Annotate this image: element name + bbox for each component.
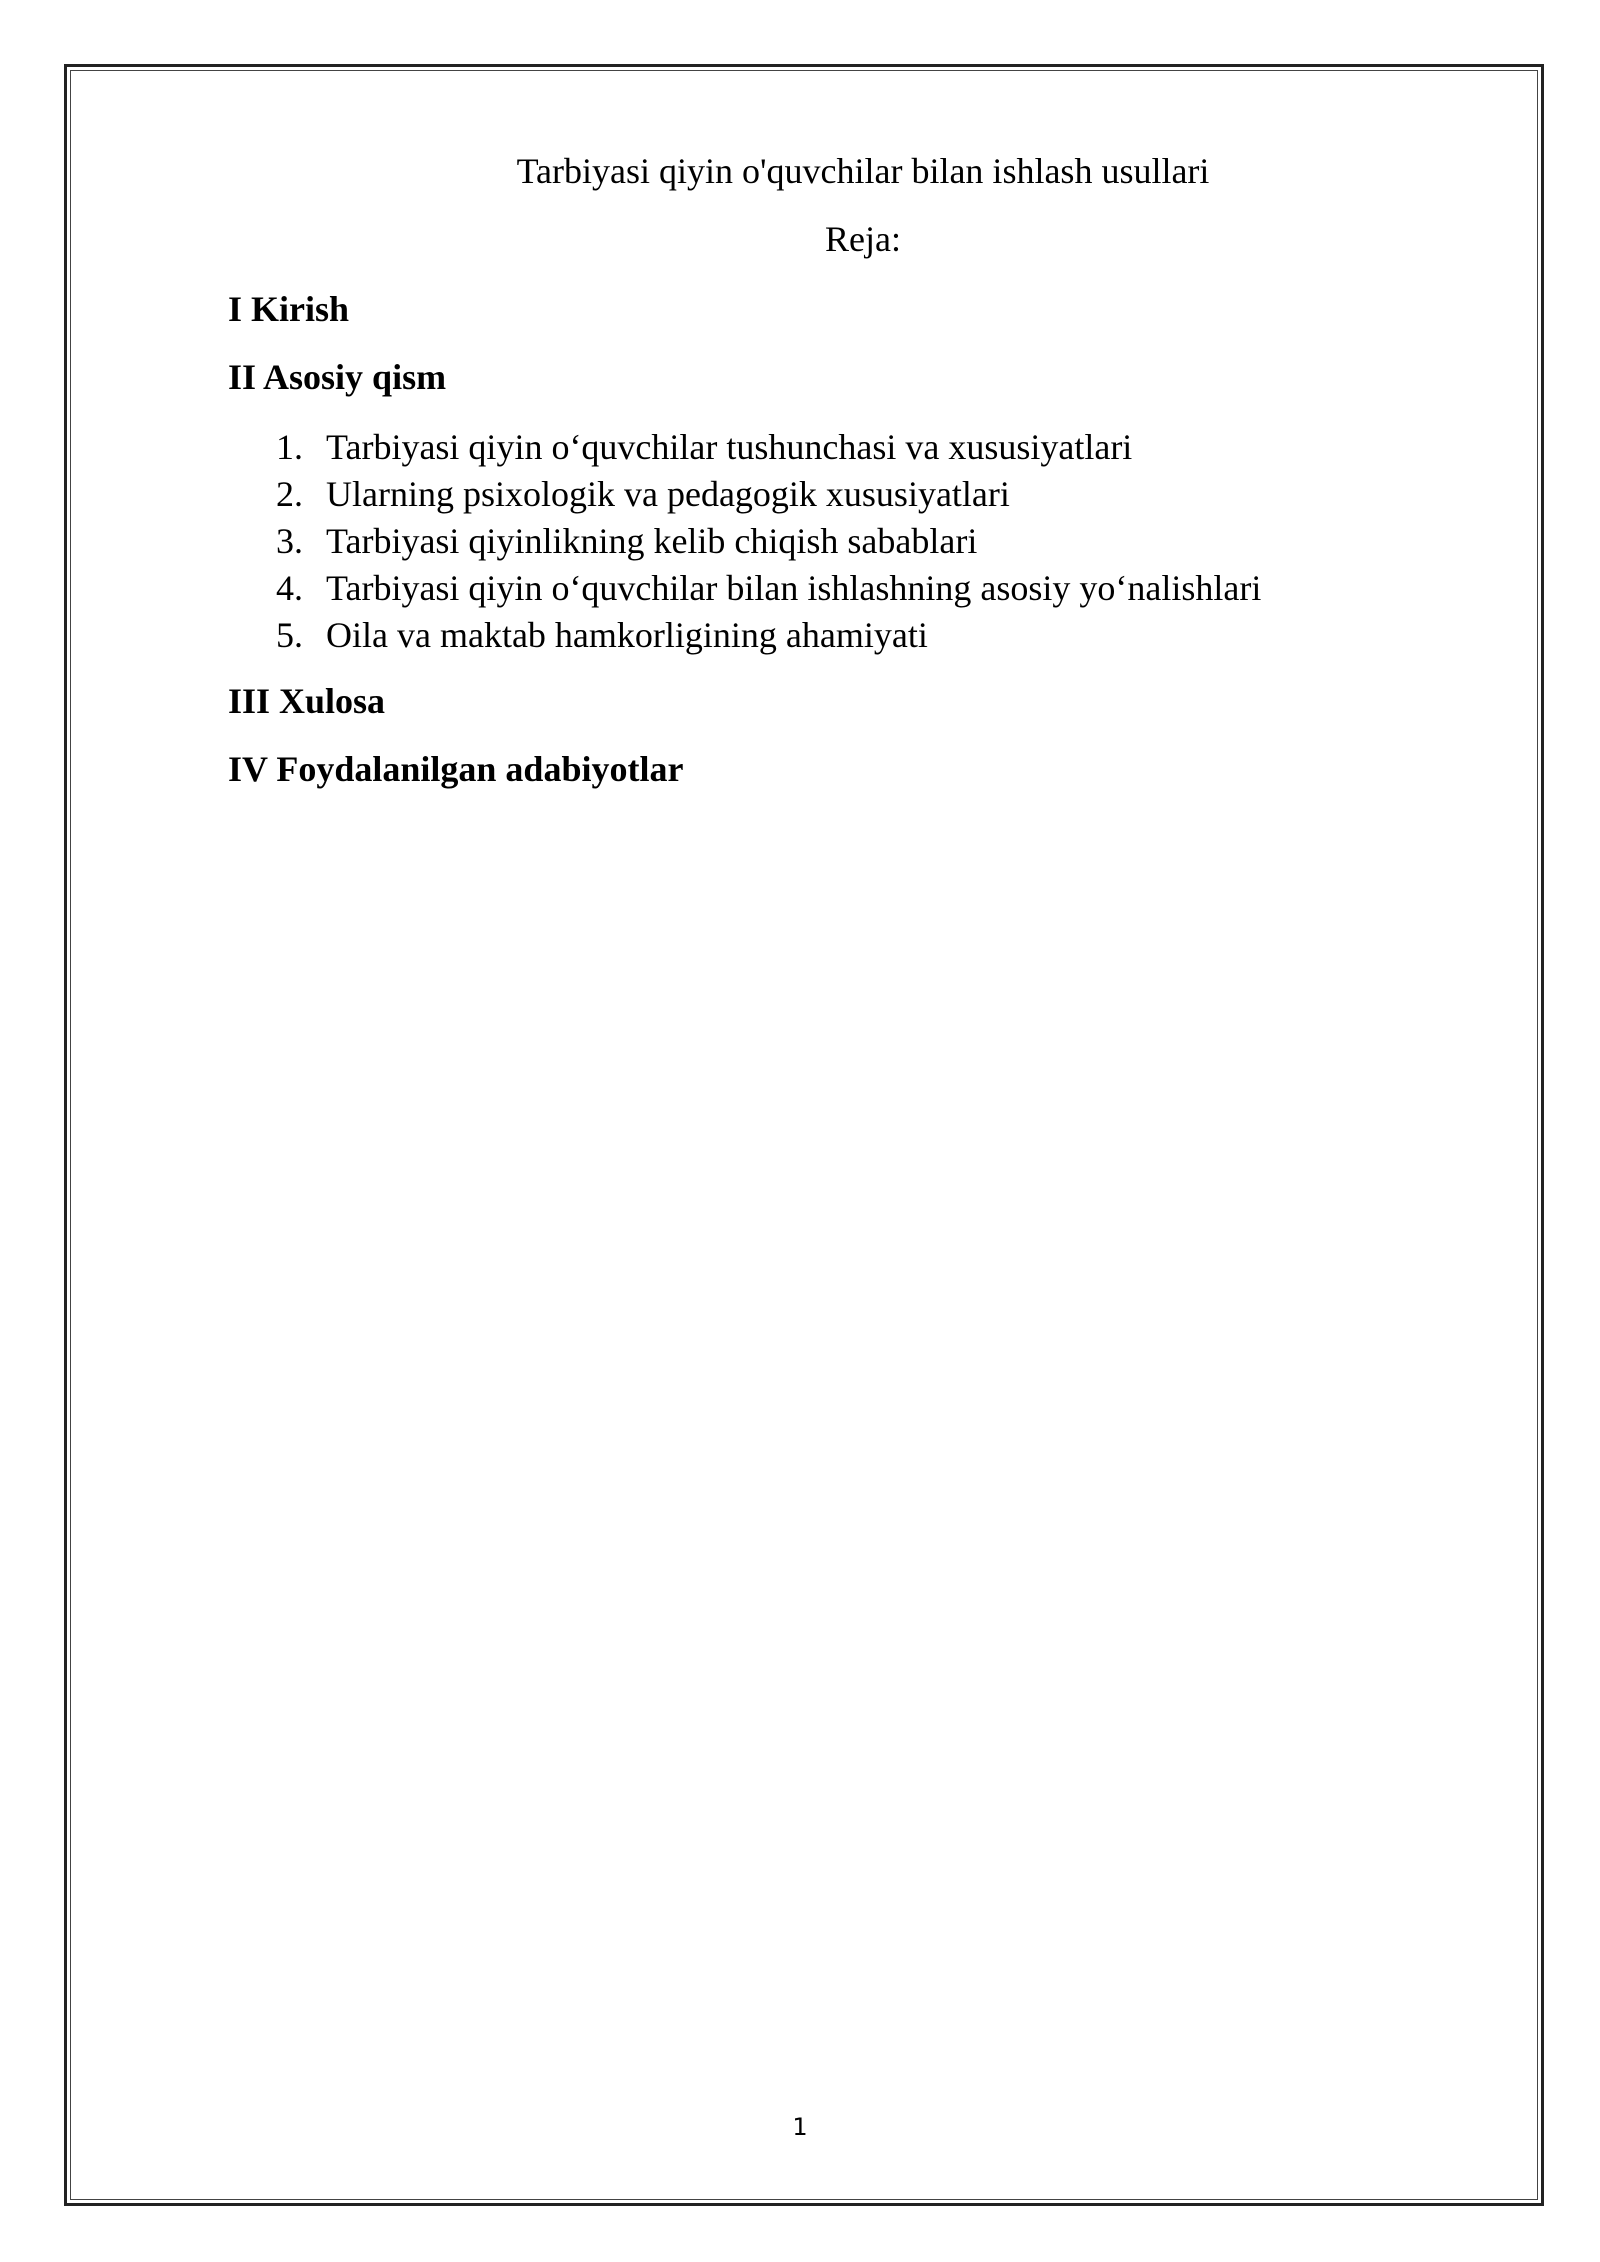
document-title: Tarbiyasi qiyin o'quvchilar bilan ishlash usullari bbox=[516, 151, 1210, 191]
list-item-number: 4. bbox=[276, 568, 303, 608]
list-item-number: 2. bbox=[276, 474, 303, 514]
list-item bbox=[228, 518, 1261, 565]
list-item-text: Tarbiyasi qiyin o‘quvchilar bilan ishlashning asosiy yo‘nalishlari bbox=[326, 568, 1262, 608]
list-item-text: Oila va maktab hamkorligining ahamiyati bbox=[326, 615, 928, 655]
list-item bbox=[228, 471, 1261, 518]
plan-label: Reja: bbox=[825, 219, 901, 259]
list-item-text: Tarbiyasi qiyin o‘quvchilar tushunchasi va xususiyatlari bbox=[326, 427, 1133, 467]
section-heading-conclusion: III Xulosa bbox=[228, 681, 386, 721]
section-heading-intro: I Kirish bbox=[228, 289, 350, 329]
list-item bbox=[228, 424, 1261, 471]
page-number: 1 bbox=[792, 2113, 808, 2141]
section-heading-main: II Asosiy qism bbox=[228, 357, 447, 397]
list-item-text: Tarbiyasi qiyinlikning kelib chiqish sabablari bbox=[326, 521, 978, 561]
list-item-number: 3. bbox=[276, 521, 303, 561]
plan-list bbox=[228, 424, 1261, 659]
list-item-number: 5. bbox=[276, 615, 303, 655]
section-heading-references: IV Foydalanilgan adabiyotlar bbox=[228, 749, 684, 789]
list-item bbox=[228, 565, 1261, 612]
list-item-number: 1. bbox=[276, 427, 303, 467]
list-item-text: Ularning psixologik va pedagogik xususiyatlari bbox=[326, 474, 1010, 514]
list-item bbox=[228, 612, 1261, 659]
